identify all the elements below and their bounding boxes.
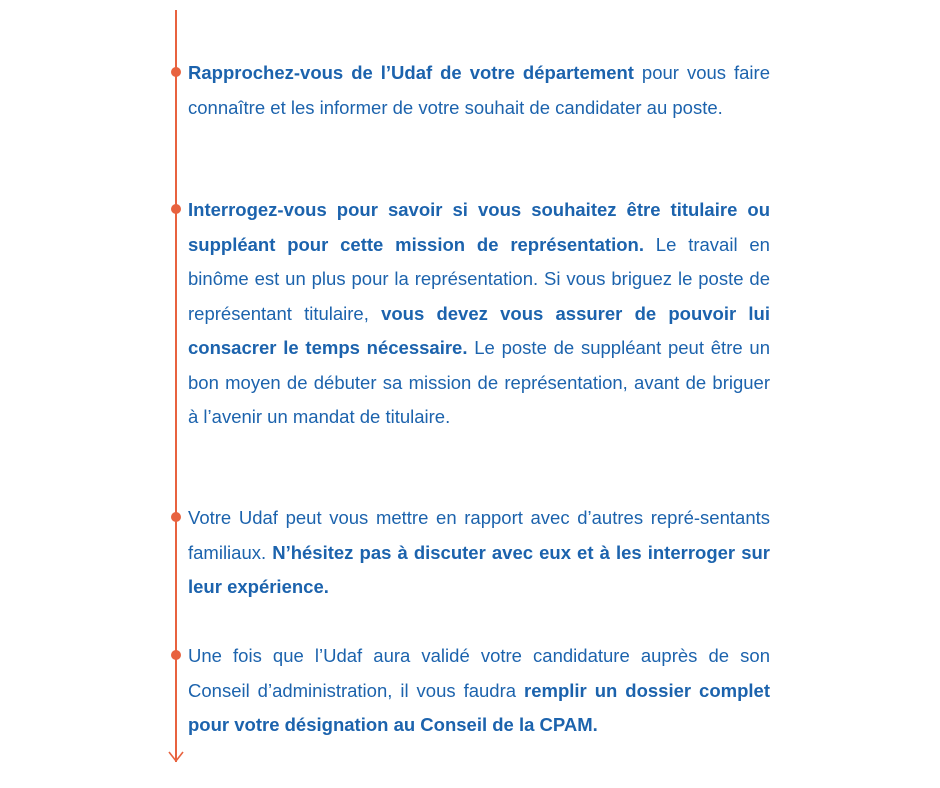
emphasis-text: N’hésitez pas à discuter avec eux et à les interroger sur leur expérience. bbox=[188, 541, 770, 597]
body-text: pour vous faire connaître et les informer de votre souhait de candidater au poste. bbox=[188, 62, 770, 118]
emphasis-text: remplir un dossier complet pour votre désignation au Conseil de la CPAM. bbox=[188, 679, 770, 735]
body-text: Une fois que l’Udaf aura validé votre candidature auprès de son Conseil d’administration, il vous faudra bbox=[188, 645, 770, 701]
list-item-4 bbox=[188, 639, 770, 743]
body-text: Le travail en binôme est un plus pour la représentation. Si vous briguez le poste de représentant titulaire, bbox=[188, 233, 770, 324]
emphasis-text: Interrogez-vous pour savoir si vous souhaitez être titulaire ou suppléant pour cette mission de représentation. bbox=[188, 199, 770, 255]
emphasis-text: Rapprochez-vous de l’Udaf de votre département bbox=[188, 62, 634, 83]
timeline-dot-4 bbox=[171, 650, 181, 660]
timeline-dot-2 bbox=[171, 204, 181, 214]
timeline-dot-3 bbox=[171, 512, 181, 522]
emphasis-text: vous devez vous assurer de pouvoir lui consacrer le temps nécessaire. bbox=[188, 302, 770, 358]
timeline-dot-1 bbox=[171, 67, 181, 77]
body-text: Le poste de suppléant peut être un bon moyen de débuter sa mission de représentation, avant de briguer à l’avenir un mandat de titulaire. bbox=[188, 337, 770, 427]
arrow-down-icon bbox=[168, 750, 184, 764]
list-item-2 bbox=[188, 193, 770, 435]
list-item-3 bbox=[188, 501, 770, 605]
body-text: Votre Udaf peut vous mettre en rapport avec d’autres repré-sentants familiaux. bbox=[188, 507, 770, 563]
list-item-1 bbox=[188, 56, 770, 125]
